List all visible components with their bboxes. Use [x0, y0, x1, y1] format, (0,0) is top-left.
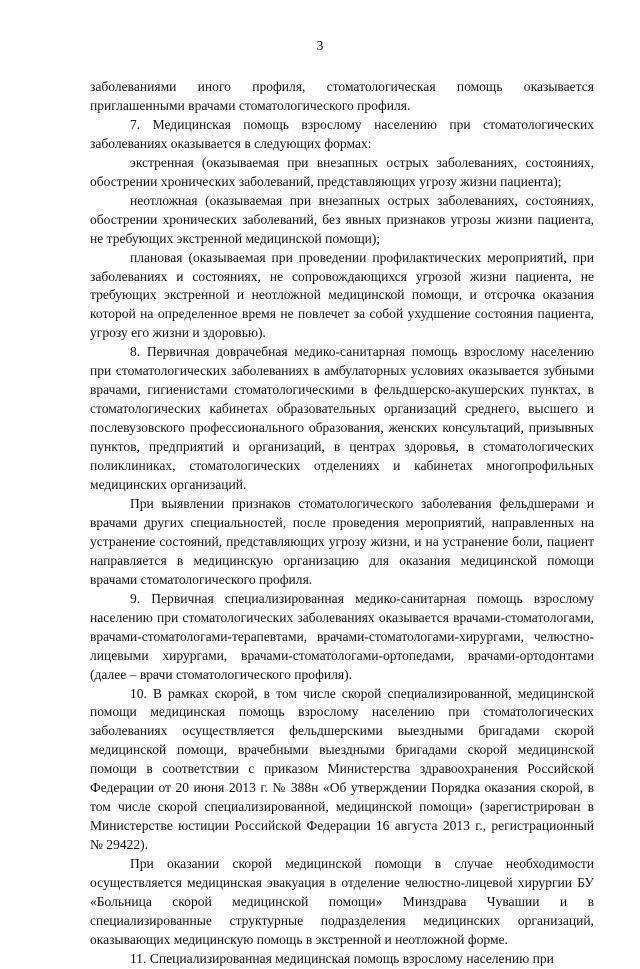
- paragraph-form-emergency: экстренная (оказываемая при внезапных острых заболеваниях, состояниях, обострении хронических заболеваний, представляющих угрозу жизни пациента);: [90, 154, 594, 189]
- paragraph-7: 7. Медицинская помощь взрослому населению при стоматологических заболеваниях оказывается в следующих формах:: [90, 116, 594, 151]
- paragraph-8: 8. Первичная доврачебная медико-санитарная помощь взрослому населению при стоматологических заболеваниях в амбулаторных условиях оказывается зубными врачами, гигиенистами стоматологическими в фельдшерско-акушерских пунктах, в стоматологических кабинетах образовательных организаций среднего, высшего и послевузовского профессионального образования, женских консультаций, призывных пунктов, предприятий и организаций, в центрах здоровья, в стоматологических поликлиниках, стоматологических отделениях и кабинетах многопрофильных медицинских организаций.: [90, 344, 594, 493]
- document-body: [90, 78, 594, 969]
- paragraph-continuation: заболеваниями иного профиля, стоматологическая помощь оказывается приглашенными врачами стоматологического профиля.: [90, 79, 594, 113]
- paragraph-form-urgent: неотложная (оказываемая при внезапных острых заболеваниях, состояниях, обострении хронических заболеваний, без явных признаков угрозы жизни пациента, не требующих экстренной медицинской помощи);: [90, 192, 594, 246]
- paragraph-10: 10. В рамках скорой, в том числе скорой специализированной, медицинской помощи медицинская помощь взрослому населению при стоматологических заболеваниях осуществляется фельдшерскими выездными бригадами скорой медицинской помощи, врачебными выездными бригадами скорой медицинской помощи в соответствии с приказом Министерства здравоохранения Российской Федерации от 20 июня 2013 г. № 388н «Об утверждении Порядка оказания скорой, в том числе скорой специализированной, медицинской помощи» (зарегистрирован в Министерстве юстиции Российской Федерации 16 августа 2013 г., регистрационный № 29422).: [90, 685, 594, 853]
- paragraph-8-referral: При выявлении признаков стоматологического заболевания фельдшерами и врачами других специальностей, после проведения мероприятий, направленных на устранение состояний, представляющих угрозу жизни, и на устранение боли, пациент направляется в медицинскую организацию для оказания медицинской помощи врачами стоматологического профиля.: [90, 495, 594, 587]
- paragraph-9: 9. Первичная специализированная медико-санитарная помощь взрослому населению при стоматологических заболеваниях оказывается врачами-стоматологами, врачами-стоматологами-терапевтами, врачами-стоматологами-хирургами, челюстно-лицевыми хирургами, врачами-стоматологами-ортопедами, врачами-ортодонтами (далее – врачи стоматологического профиля).: [90, 590, 594, 682]
- paragraph-10-evacuation: При оказании скорой медицинской помощи в случае необходимости осуществляется медицинская эвакуация в отделение челюстно-лицевой хирургии БУ «Больница скорой медицинской помощи» Минздрава Чувашии и в специализированные структурные подразделения медицинских организаций, оказывающих медицинскую помощь в экстренной и неотложной форме.: [90, 856, 594, 947]
- paragraph-11: 11. Специализированная медицинская помощь взрослому населению при: [130, 950, 554, 966]
- page-number: 3: [316, 38, 324, 53]
- paragraph-form-planned: плановая (оказываемая при проведении профилактических мероприятий, при заболеваниях и состояниях, не сопровождающихся угрозой жизни пациента, не требующих экстренной и неотложной медицинской помощи, и отсрочка оказания которой на определенное время не повлечет за собой ухудшение состояния пациента, угрозу его жизни и здоровью).: [90, 249, 594, 341]
